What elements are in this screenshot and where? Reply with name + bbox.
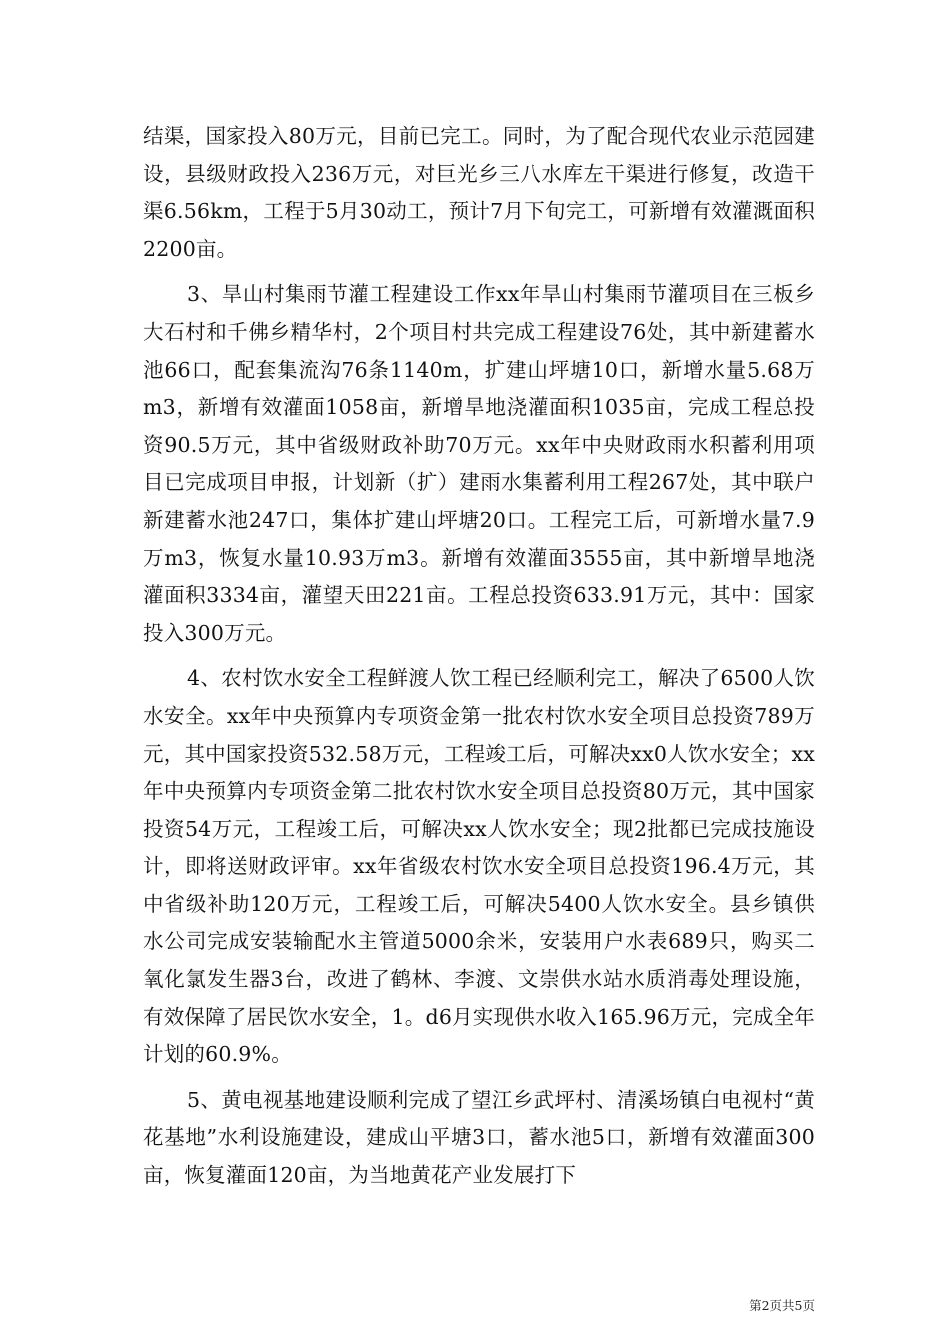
paragraph-4: 5、黄电视基地建设顺利完成了望江乡武坪村、清溪场镇白电视村“黄花基地”水利设施建设，建成山平塘3口，蓄水池5口，新增有效灌面300亩，恢复灌面120亩，为当地黄花产业发展打下 xyxy=(143,1087,815,1188)
paragraph-3: 4、农村饮水安全工程鲜渡人饮工程已经顺利完工，解决了6500人饮水安全。xx年中央预算内专项资金第一批农村饮水安全项目总投资789万元，其中国家投资532.58万元，工程竣工后，可解决xx0人饮水安全；xx年中央预算内专项资金第二批农村饮水安全项目总投资80万元，其中国家投资54万元，工程竣工后，可解决xx人饮水安全；现2批都已完成技施设计，即将送财政评审。xx年省级农村饮水安全项目总投资196.4万元，其中省级补助120万元，工程竣工后，可解决5400人饮水安全。县乡镇供水公司完成安装输配水主管道5000余米，安装用户水表689只，购买二氧化氯发生器3台，改进了鹤林、李渡、文崇供水站水质消毒处理设施，有效保障了居民饮水安全，1。d6月实现供水收入165.96万元，完成全年计划的60.9%。 xyxy=(143,666,815,1067)
page-number-footer: 第2页共5页 xyxy=(749,1298,815,1313)
paragraph-1: 结渠，国家投入80万元，目前已完工。同时，为了配合现代农业示范园建设，县级财政投入236万元，对巨光乡三八水库左干渠进行修复，改造干渠6.56km，工程于5月30动工，预计7月下旬完工，可新增有效灌溉面积2200亩。 xyxy=(143,124,815,261)
paragraph-2: 3、旱山村集雨节灌工程建设工作xx年旱山村集雨节灌项目在三板乡大石村和千佛乡精华村，2个项目村共完成工程建设76处，其中新建蓄水池66口，配套集流沟76条1140m，扩建山坪塘10口，新增水量5.68万m3，新增有效灌面1058亩，新增旱地浇灌面积1035亩，完成工程总投资90.5万元，其中省级财政补助70万元。xx年中央财政雨水积蓄利用项目已完成项目申报，计划新（扩）建雨水集蓄利用工程267处，其中联户新建蓄水池247口，集体扩建山坪塘20口。工程完工后，可新增水量7.9万m3，恢复水量10.93万m3。新增有效灌面3555亩，其中新增旱地浇灌面积3334亩，灌望天田221亩。工程总投资633.91万元，其中：国家投入300万元。 xyxy=(143,282,815,645)
document-body xyxy=(143,118,815,1203)
